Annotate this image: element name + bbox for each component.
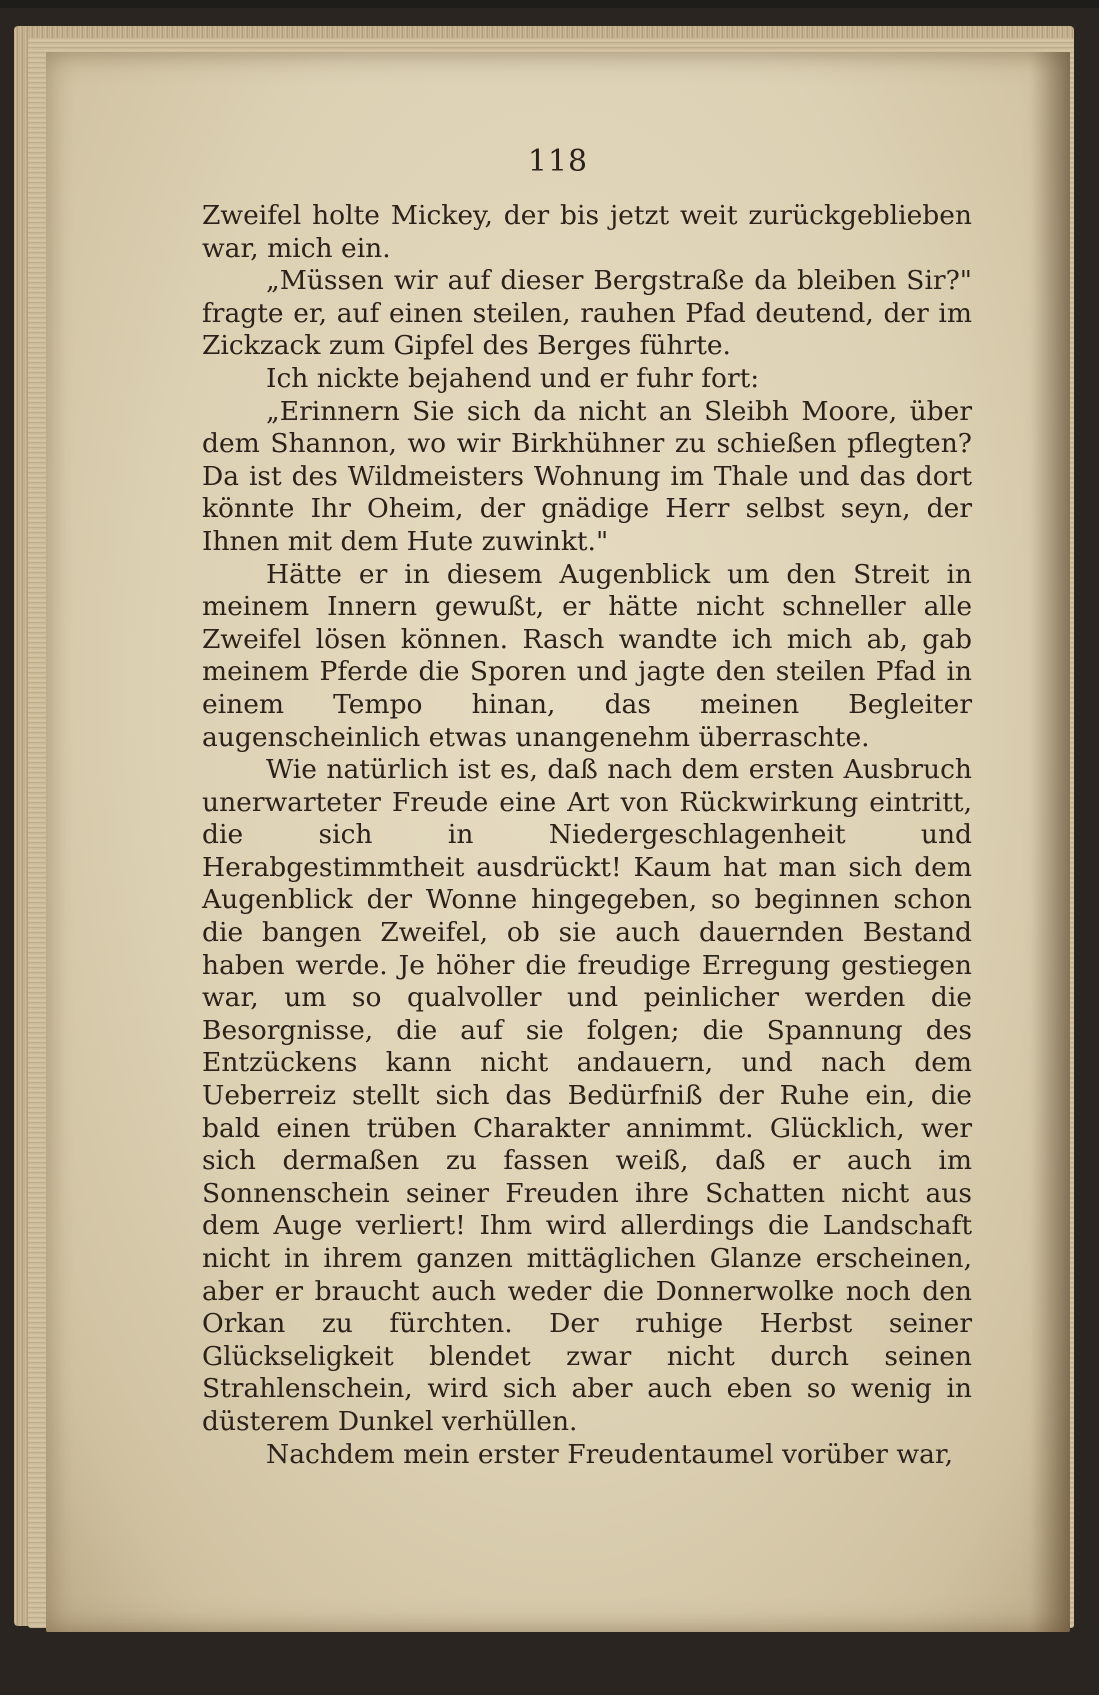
spine-shadow [1030,52,1070,1632]
page-number: 118 [527,144,589,179]
paragraph-7: Nachdem mein erster Freudentaumel vorüber war, [266,1438,954,1470]
paragraph-1: Zweifel holte Mickey, der bis jetzt weit zurückgeblieben war, mich ein. [202,200,972,264]
paragraph-6: Wie natürlich ist es, daß nach dem ersten Ausbruch unerwarteter Freude eine Art von Rückwirkung eintritt, die sich in Niedergeschlagenheit und Herabgestimmtheit ausdrückt! Kaum hat man sich dem Augenblick der Wonne hingegeben, so beginnen schon die bangen Zweifel, ob sie auch dauernden Bestand haben werde. Je höher die freudige Erregung gestiegen war, um so qualvoller und peinlicher werden die Besorgnisse, die auf sie folgen; die Spannung des Entzückens kann nicht andauern, und nach dem Ueberreiz stellt sich das Bedürfniß der Ruhe ein, die bald einen trüben Charakter annimmt. Glücklich, wer sich dermaßen zu fassen weiß, daß er auch im Sonnenschein seiner Freuden ihre Schatten nicht aus dem Auge verliert! Ihm wird allerdings die Landschaft nicht in ihrem ganzen mittäglichen Glanze erscheinen, aber er braucht auch weder die Donnerwolke noch den Orkan zu fürchten. Der ruhige Herbst seiner Glückseligkeit blendet zwar nicht durch seinen Strahlenschein, wird sich aber auch eben so wenig in düsterem Dunkel verhüllen. [202,754,972,1437]
paragraph-3: Ich nickte bejahend und er fuhr fort: [266,362,760,394]
paragraph-2: „Müssen wir auf dieser Bergstraße da bleiben Sir?" fragte er, auf einen steilen, rauhen Pfad deutend, der im Zickzack zum Gipfel des Berges führte. [202,265,972,362]
paragraph-4: „Erinnern Sie sich da nicht an Sleibh Moore, über dem Shannon, wo wir Birkhühner zu schießen pflegten? Da ist des Wildmeisters Wohnung im Thale und das dort könnte Ihr Oheim, der gnädige Herr selbst seyn, der Ihnen mit dem Hute zuwinkt." [202,395,972,557]
paragraph-5: Hätte er in diesem Augenblick um den Streit in meinem Innern gewußt, er hätte nicht schneller alle Zweifel lösen können. Rasch wandte ich mich ab, gab meinem Pferde die Sporen und jagte den steilen Pfad in einem Tempo hinan, das meinen Begleiter augenscheinlich etwas unangenehm überraschte. [202,558,972,753]
body-text [202,200,972,1471]
book-background [0,8,1099,1695]
book-page [46,52,1070,1632]
